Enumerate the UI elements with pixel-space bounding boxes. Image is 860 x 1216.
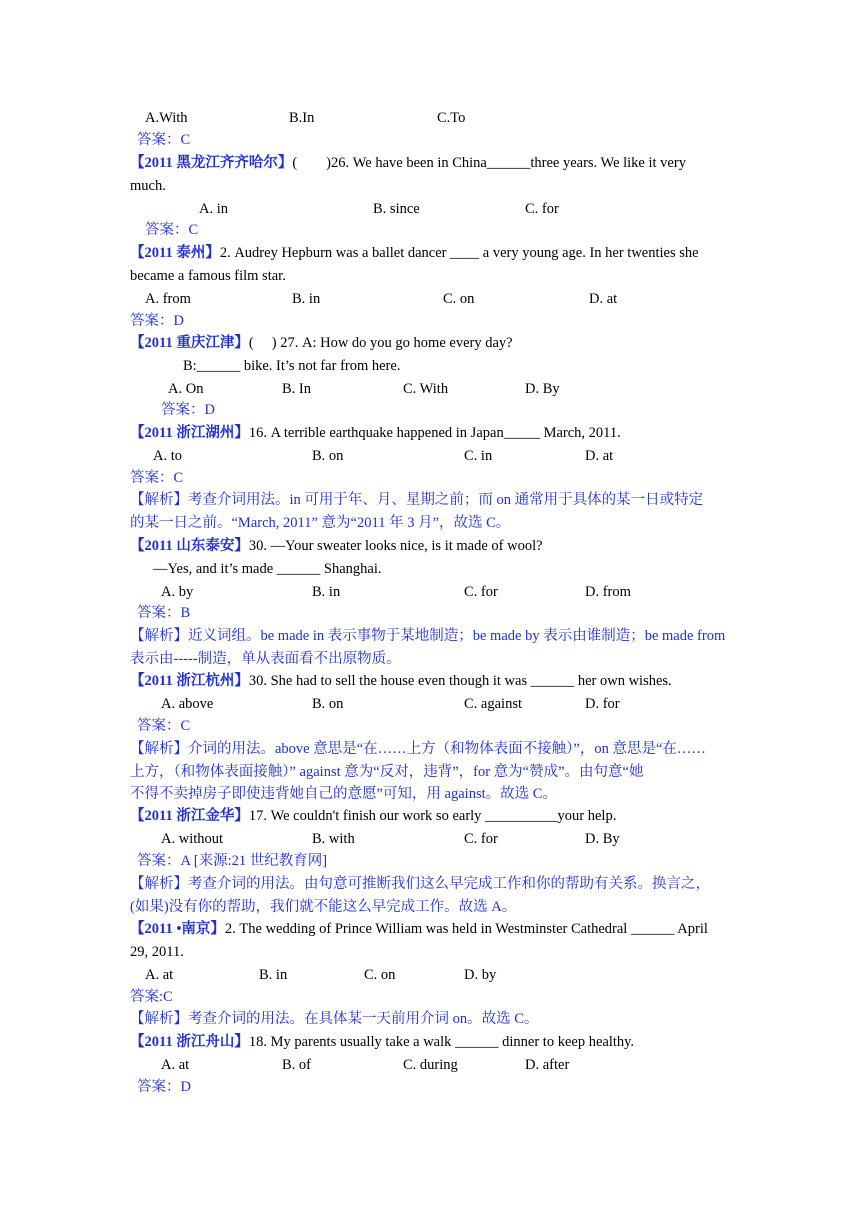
source-tag: 【2011 •南京】	[130, 921, 225, 937]
option-c: C. With	[403, 381, 449, 397]
analysis-line: 【解析】考查介词的用法。在具体某一天前用介词 on。故选 C。	[130, 1011, 539, 1027]
option-d: D. for	[585, 696, 620, 712]
question-text: 30. She had to sell the house even though it was ______ her own wishes.	[248, 673, 672, 689]
option-b: B. on	[312, 696, 344, 712]
option-b: B. since	[373, 201, 420, 217]
question-text: ( )26. We have been in China______three years. We like it very	[292, 155, 686, 171]
answer: 答案：D	[161, 402, 215, 418]
question-text: 2. The wedding of Prince William was held in Westminster Cathedral ______ April	[224, 921, 708, 937]
source-tag: 【2011 泰州】	[130, 245, 220, 261]
option-a: A. above	[161, 696, 214, 712]
source-tag: 【2011 浙江湖州】	[130, 425, 249, 441]
answer: 答案：C	[137, 718, 191, 734]
answer: 答案：A [来源:21 世纪教育网]	[137, 853, 328, 869]
answer: 答案：D	[137, 1079, 191, 1095]
option-a: A. by	[161, 584, 194, 600]
option-b: B.In	[289, 110, 315, 126]
question-text: 17. We couldn't finish our work so early __________your help.	[248, 808, 617, 824]
analysis-line: 【解析】考查介词的用法。由句意可推断我们这么早完成工作和你的帮助有关系。换言之，	[130, 876, 710, 892]
question-stem	[130, 333, 513, 353]
question-text: 16. A terrible earthquake happened in Japan_____ March, 2011.	[248, 425, 621, 441]
question-stem	[130, 1032, 634, 1052]
source-tag: 【2011 黑龙江齐齐哈尔】	[130, 155, 293, 171]
question-stem	[130, 153, 686, 173]
source-tag: 【2011 浙江金华】	[130, 808, 249, 824]
option-d: D. at	[585, 448, 614, 464]
answer: 答案:C	[130, 989, 173, 1005]
option-c: C. on	[364, 967, 396, 983]
option-d: D. By	[585, 831, 620, 847]
question-text-cont: much.	[130, 178, 166, 194]
answer: 答案：D	[130, 313, 184, 329]
answer: 答案：C	[137, 132, 191, 148]
option-a: A. at	[145, 967, 174, 983]
analysis-line: 【解析】近义词组。be made in 表示事物于某地制造；be made by 表示由谁制造；be made from	[130, 628, 726, 644]
source-tag: 【2011 浙江舟山】	[130, 1034, 249, 1050]
option-a: A. to	[153, 448, 182, 464]
question-text: 2. Audrey Hepburn was a ballet dancer ____ a very young age. In her twenties she	[219, 245, 699, 261]
option-b: B. on	[312, 448, 344, 464]
question-text-cont: became a famous film star.	[130, 268, 286, 284]
option-c: C. for	[464, 584, 498, 600]
option-d: D. after	[525, 1057, 570, 1073]
question-text: 30. —Your sweater looks nice, is it made of wool?	[248, 538, 543, 554]
question-stem	[130, 919, 708, 939]
analysis-line: 【解析】考查介词用法。in 可用于年、月、星期之前；而 on 通常用于具体的某一日或特定	[130, 492, 704, 508]
option-d: D. from	[585, 584, 631, 600]
analysis-line: 不得不卖掉房子即使违背她自己的意愿”可知，用 against。故选 C。	[130, 786, 557, 802]
analysis-line: 的某一日之前。“March, 2011” 意为“2011 年 3 月”，故选 C。	[130, 515, 511, 531]
source-tag: 【2011 山东泰安】	[130, 538, 249, 554]
question-text: ( ) 27. A: How do you go home every day?	[248, 335, 513, 351]
option-a: A. at	[161, 1057, 190, 1073]
option-a: A. in	[199, 201, 228, 217]
option-c: C. for	[464, 831, 498, 847]
option-c: C. against	[464, 696, 522, 712]
question-text: 18. My parents usually take a walk ______ dinner to keep healthy.	[248, 1034, 635, 1050]
option-d: D. By	[525, 381, 560, 397]
option-b: B. in	[292, 291, 321, 307]
option-c: C. in	[464, 448, 493, 464]
question-text-cont: —Yes, and it’s made ______ Shanghai.	[153, 561, 382, 577]
analysis-line: 【解析】介词的用法。above 意思是“在……上方（和物体表面不接触）”，on 意思是“在……	[130, 741, 706, 757]
option-c: C.To	[437, 110, 466, 126]
question-stem	[130, 243, 699, 263]
option-b: B. of	[282, 1057, 311, 1073]
option-b: B. In	[282, 381, 311, 397]
answer: 答案：B	[137, 605, 191, 621]
question-text-cont: 29, 2011.	[130, 944, 184, 960]
answer: 答案：C	[145, 222, 199, 238]
option-c: C. on	[443, 291, 475, 307]
source-tag: 【2011 重庆江津】	[130, 335, 249, 351]
analysis-line: 表示由-----制造，单从表面看不出原物质。	[130, 651, 401, 667]
option-b: B. with	[312, 831, 355, 847]
option-d: D. at	[589, 291, 618, 307]
option-b: B. in	[259, 967, 288, 983]
option-c: C. during	[403, 1057, 458, 1073]
source-tag: 【2011 浙江杭州】	[130, 673, 249, 689]
option-b: B. in	[312, 584, 341, 600]
option-a: A. from	[145, 291, 191, 307]
question-stem	[130, 536, 543, 556]
question-stem	[130, 806, 616, 826]
question-stem	[130, 671, 672, 691]
option-d: D. by	[464, 967, 497, 983]
option-a: A. without	[161, 831, 224, 847]
option-c: C. for	[525, 201, 559, 217]
analysis-line: (如果)没有你的帮助，我们就不能这么早完成工作。故选 A。	[130, 899, 517, 915]
question-text-cont: B:______ bike. It’s not far from here.	[183, 358, 401, 374]
question-stem	[130, 423, 621, 443]
option-a: A. On	[168, 381, 204, 397]
option-a: A.With	[145, 110, 188, 126]
answer: 答案：C	[130, 470, 184, 486]
analysis-line: 上方，（和物体表面接触）” against 意为“反对，违背”，for 意为“赞成”。由句意“她	[130, 764, 644, 780]
